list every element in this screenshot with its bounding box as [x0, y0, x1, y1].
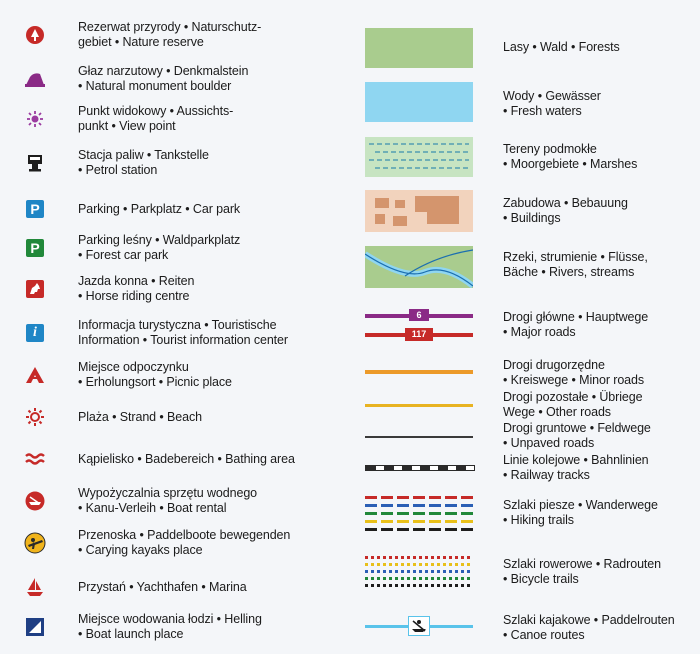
label-line: Miejsce odpoczynku	[78, 360, 189, 374]
label-line: Plaża • Strand • Beach	[78, 409, 202, 424]
legend-label-hiking-trails	[503, 498, 698, 528]
label-line: Stacja paliw • Tankstelle	[78, 148, 209, 162]
petrol-station-icon	[22, 150, 48, 176]
legend-label	[78, 612, 262, 642]
label-line: punkt • View point	[78, 119, 176, 133]
label-line: Wypożyczalnia sprzętu wodnego	[78, 486, 258, 500]
label-line: Drogi pozostałe • Übriege	[503, 390, 643, 404]
label-line: Wody • Gewässer	[503, 89, 601, 103]
label-line: gebiet • Nature reserve	[78, 35, 204, 49]
marina-icon	[22, 574, 48, 600]
unpaved-roads-symbol	[365, 436, 473, 438]
marshes-swatch	[365, 137, 473, 177]
bike-trail-yellow	[365, 563, 473, 566]
forest-car-park-glyph: P	[26, 239, 44, 257]
boat-launch-icon	[22, 614, 48, 640]
label-line: Drogi gruntowe • Feldwege	[503, 421, 651, 435]
label-line: Bäche • Rivers, streams	[503, 265, 635, 279]
label-line: Wege • Other roads	[503, 405, 611, 419]
trail-blue	[365, 504, 473, 507]
label-line: Szlaki kajakowe • Paddelrouten	[503, 613, 675, 627]
label-line: Parking leśny • Waldparkplatz	[78, 233, 241, 247]
label-line: Jazda konna • Reiten	[78, 274, 195, 288]
legend-label	[78, 452, 295, 467]
legend-label-buildings	[503, 196, 698, 226]
railway-tracks-symbol	[365, 465, 475, 471]
label-line: • Moorgebiete • Marshes	[503, 157, 638, 171]
label-line: Zabudowa • Bebauung	[503, 196, 628, 210]
information-glyph: i	[26, 324, 44, 342]
legend-label-canoe-routes	[503, 613, 698, 643]
minor-roads-symbol	[365, 370, 473, 374]
kayak-carrying-icon	[22, 530, 48, 556]
legend-label	[78, 233, 240, 263]
label-line: • Bicycle trails	[503, 572, 579, 586]
other-roads-symbol	[365, 404, 473, 407]
label-line: • Carying kayaks place	[78, 543, 203, 557]
beach-icon	[22, 404, 48, 430]
legend-item-petrol-station	[22, 148, 352, 178]
label-line: Rzeki, strumienie • Flüsse,	[503, 250, 648, 264]
boulder-icon	[22, 66, 48, 92]
rivers-swatch	[365, 246, 473, 288]
trail-green	[365, 512, 473, 515]
fresh-waters-swatch	[365, 82, 473, 122]
trail-yellow	[365, 520, 473, 523]
legend-item-bathing-area	[22, 446, 352, 472]
legend-label	[78, 64, 248, 94]
legend-label	[78, 104, 233, 134]
legend-item-viewpoint	[22, 104, 352, 134]
label-line: • Hiking trails	[503, 513, 574, 527]
label-line: Information • Tourist information center	[78, 333, 288, 347]
bike-trail-blue	[365, 570, 473, 573]
label-line: Informacja turystyczna • Touristische	[78, 318, 277, 332]
hiking-trails-symbol	[365, 496, 473, 532]
legend-label	[78, 360, 232, 390]
legend-item-boulder	[22, 64, 352, 94]
legend-label-fresh-waters	[503, 89, 698, 119]
bicycle-trails-symbol	[365, 556, 473, 588]
legend-label-minor-roads	[503, 358, 698, 388]
road-number-badge: 6	[409, 309, 429, 321]
legend-item-beach	[22, 404, 352, 430]
legend-item-boat-launch	[22, 612, 352, 642]
tourist-information-icon	[22, 320, 48, 346]
legend-item-boat-rental	[22, 486, 352, 516]
canoe-icon	[408, 616, 430, 636]
label-line: Drogi główne • Hauptwege	[503, 310, 649, 324]
label-line: • Buildings	[503, 211, 561, 225]
label-line: Rezerwat przyrody • Naturschutz-	[78, 20, 262, 34]
legend-label	[78, 318, 288, 348]
legend-label-railway-tracks	[503, 453, 698, 483]
label-line: • Petrol station	[78, 163, 158, 177]
legend-item-kayak-carrying	[22, 528, 352, 558]
legend-label	[78, 274, 194, 304]
legend-label	[78, 580, 247, 595]
major-roads-symbol	[365, 308, 473, 342]
label-line: Głaz narzutowy • Denkmalstein	[78, 64, 249, 78]
picnic-place-icon	[22, 362, 48, 388]
label-line: • Major roads	[503, 325, 576, 339]
canoe-routes-symbol	[365, 616, 473, 636]
legend-label-marshes	[503, 142, 698, 172]
label-line: • Railway tracks	[503, 468, 590, 482]
boat-rental-icon	[22, 488, 48, 514]
label-line: • Canoe routes	[503, 628, 585, 642]
bike-trail-red	[365, 556, 473, 559]
legend-label-unpaved-roads	[503, 421, 698, 451]
forests-swatch	[365, 28, 473, 68]
legend-item-picnic-place	[22, 360, 352, 390]
label-line: Punkt widokowy • Aussichts-	[78, 104, 234, 118]
label-line: Przystań • Yachthafen • Marina	[78, 579, 247, 594]
legend-item-car-park	[22, 196, 352, 222]
label-line: • Forest car park	[78, 248, 169, 262]
forest-car-park-icon	[22, 235, 48, 261]
label-line: • Boat launch place	[78, 627, 184, 641]
legend-item-forest-car-park	[22, 233, 352, 263]
legend-label	[78, 486, 257, 516]
legend-label	[78, 148, 209, 178]
legend-item-tourist-information	[22, 318, 352, 348]
legend-item-nature-reserve	[22, 20, 352, 50]
legend-label-bicycle-trails	[503, 557, 698, 587]
trail-red	[365, 496, 473, 499]
label-line: • Kanu-Verleih • Boat rental	[78, 501, 227, 515]
label-line: Szlaki piesze • Wanderwege	[503, 498, 658, 512]
label-line: Przenoska • Paddelboote bewegenden	[78, 528, 291, 542]
legend-item-marina	[22, 574, 352, 600]
viewpoint-icon	[22, 106, 48, 132]
bike-trail-green	[365, 577, 473, 580]
label-line: • Kreiswege • Minor roads	[503, 373, 645, 387]
road-number-badge: 117	[405, 328, 433, 341]
bike-trail-black	[365, 584, 473, 587]
label-line: Drogi drugorzędne	[503, 358, 605, 372]
label-line: Lasy • Wald • Forests	[503, 40, 620, 54]
label-line: Miejsce wodowania łodzi • Helling	[78, 612, 262, 626]
legend-label	[78, 410, 202, 425]
label-line: • Fresh waters	[503, 104, 582, 118]
legend-item-horse-riding	[22, 274, 352, 304]
label-line: Szlaki rowerowe • Radrouten	[503, 557, 661, 571]
label-line: Kąpielisko • Badebereich • Bathing area	[78, 451, 295, 466]
horse-riding-icon	[22, 276, 48, 302]
legend-label-major-roads	[503, 310, 698, 340]
legend-label-other-roads	[503, 390, 698, 420]
legend-label	[78, 20, 261, 50]
label-line: • Unpaved roads	[503, 436, 595, 450]
bathing-area-icon	[22, 446, 48, 472]
car-park-glyph: P	[26, 200, 44, 218]
label-line: Parking • Parkplatz • Car park	[78, 201, 241, 216]
label-line: • Natural monument boulder	[78, 79, 232, 93]
label-line: Linie kolejowe • Bahnlinien	[503, 453, 649, 467]
buildings-swatch	[365, 190, 473, 232]
legend-label	[78, 202, 240, 217]
label-line: • Horse riding centre	[78, 289, 190, 303]
trail-black	[365, 528, 473, 531]
legend-label-rivers	[503, 250, 698, 280]
label-line: • Erholungsort • Picnic place	[78, 375, 232, 389]
nature-reserve-icon	[22, 22, 48, 48]
car-park-icon	[22, 196, 48, 222]
legend-label-forests	[503, 40, 698, 55]
label-line: Tereny podmokłe	[503, 142, 597, 156]
legend-label	[78, 528, 290, 558]
